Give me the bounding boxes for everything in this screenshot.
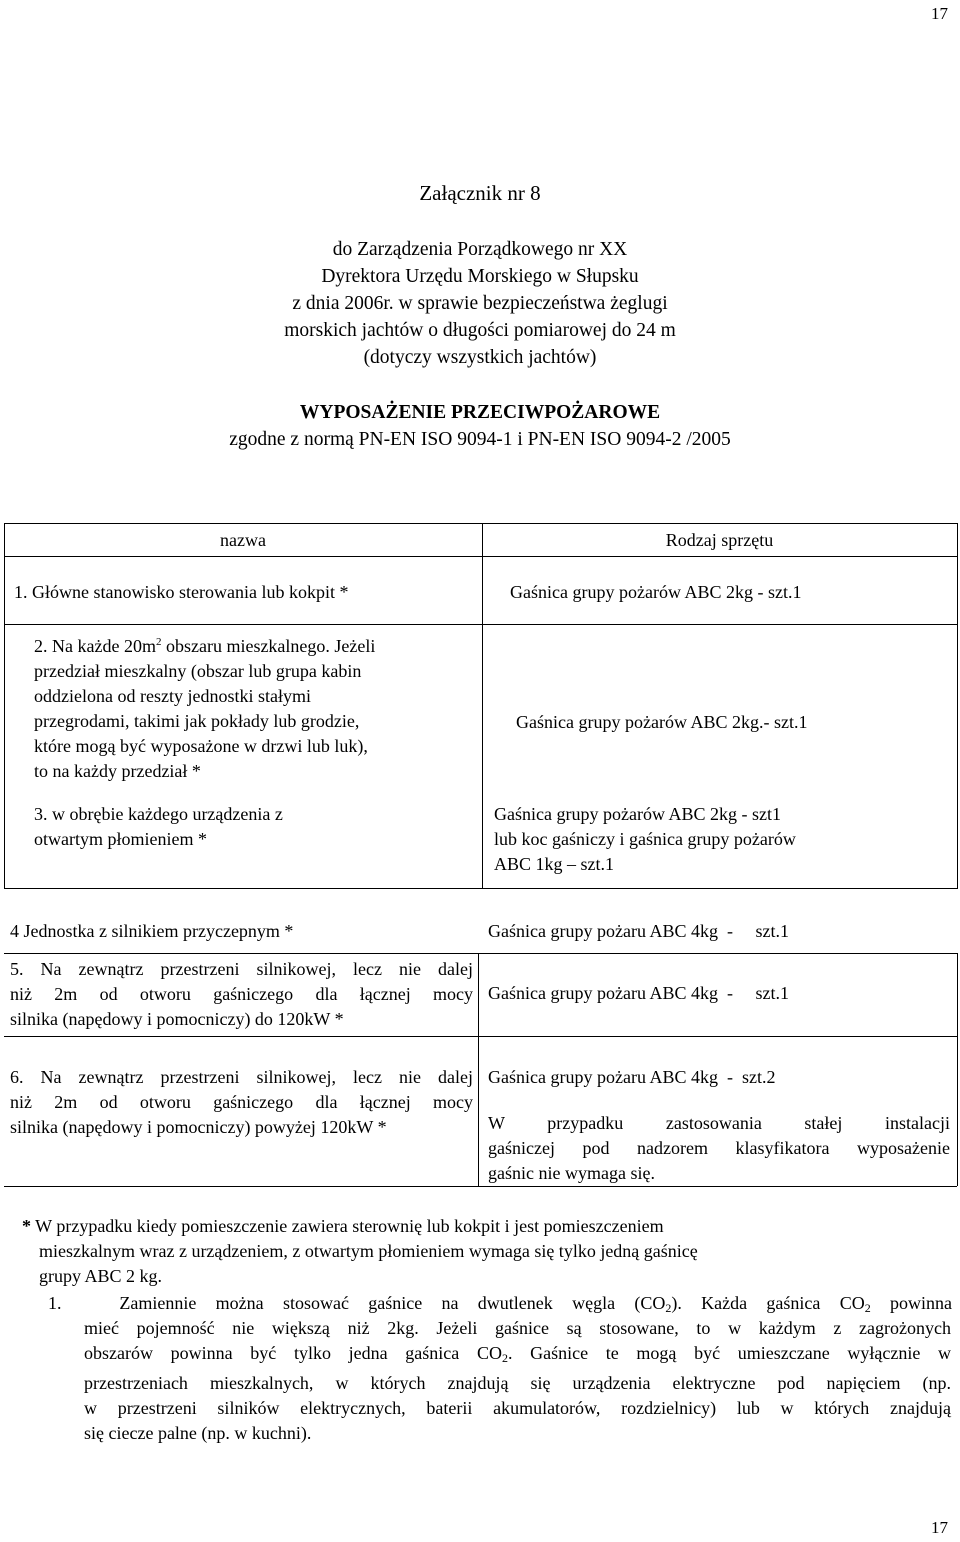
header-line-2: Dyrektora Urzędu Morskiego w Słupsku	[321, 266, 639, 287]
footnote-item-1-line-3: obszarów powinna być tylko jedna gaśnica $CO_2$. Gaśnice te mogą być umieszczane wyłącznie w	[84, 1343, 951, 1365]
row-2-name-line-2: przedział mieszkalny (obszar lub grupa kabin	[34, 661, 362, 681]
row-6-name-line-1: 6. Na zewnątrz przestrzeni silnikowej, lecz nie dalej	[10, 1067, 473, 1087]
row-5-name-line-2: niż 2m od otworu gaśniczego dla łącznej mocy	[10, 984, 473, 1004]
row-2-name	[34, 630, 474, 784]
row-2-name-line-4: przegrodami, takimi jak pokłady lub grodzie,	[34, 711, 360, 731]
row-6-equipment-2-line-2: gaśniczej pod nadzorem klasyfikatora wyposażenie	[488, 1138, 950, 1158]
footnote-item-1-line-1: 1. Zamiennie można stosować gaśnice na dwutlenek węgla $(CO_2)$. Każda gaśnica $CO_2$ powinna	[48, 1293, 952, 1315]
footnote-item-1-line-5: w przestrzeni silników elektrycznych, baterii akumulatorów, rozdzielnicy) lub w których znajdują	[84, 1398, 951, 1418]
row-3-equipment-line-2: lub koc gaśniczy i gaśnica grupy pożarów	[494, 829, 796, 849]
row-2-name-line-5: które mogą być wyposażone w drzwi lub luk),	[34, 736, 368, 756]
row-2-name-line-6: to na każdy przedział *	[34, 761, 201, 781]
row-6-name	[10, 1065, 473, 1140]
row-6-equipment-2	[488, 1111, 950, 1186]
page-number-bottom: 17	[931, 1518, 948, 1537]
asterisk-mark: *	[22, 1216, 31, 1236]
row-2-equipment: Gaśnica grupy pożarów ABC 2kg.- szt.1	[516, 712, 808, 732]
section-subtitle: zgodne z normą PN-EN ISO 9094-1 i PN-EN ISO 9094-2 /2005	[229, 429, 731, 450]
row-5-name	[10, 957, 473, 1032]
row-6-equipment-2-line-3: gaśnic nie wymaga się.	[488, 1163, 655, 1183]
header-line-3: z dnia 2006r. w sprawie bezpieczeństwa żeglugi	[292, 293, 668, 314]
page-number-top: 17	[931, 4, 948, 23]
footnote	[22, 1214, 942, 1289]
row-3-name-line-1: 3. w obrębie każdego urządzenia z	[34, 804, 283, 824]
row-3-equipment	[494, 802, 796, 877]
column-header-name: nazwa	[220, 530, 266, 550]
row-6-equipment-1: Gaśnica grupy pożaru ABC 4kg - szt.2	[488, 1067, 776, 1087]
section-title: WYPOSAŻENIE PRZECIWPOŻAROWE	[299, 402, 661, 423]
row-4-equipment: Gaśnica grupy pożaru ABC 4kg - szt.1	[488, 921, 789, 941]
footnote-item-1-line-2: mieć pojemność nie większą niż 2kg. Jeżeli gaśnice są stosowane, to w każdym z zagrożonych	[84, 1318, 951, 1338]
footnote-line-1: * W przypadku kiedy pomieszczenie zawiera sterownię lub kokpit i jest pomieszczeniem	[22, 1216, 664, 1236]
row-5-equipment: Gaśnica grupy pożaru ABC 4kg - szt.1	[488, 983, 789, 1003]
header-line-4: morskich jachtów o długości pomiarowej do 24 m	[284, 320, 676, 341]
row-5-name-line-3: silnika (napędowy i pomocniczy) do 120kW *	[10, 1009, 344, 1029]
footnote-item-1-line-6: się ciecze palne (np. w kuchni).	[84, 1423, 312, 1443]
row-1-equipment: Gaśnica grupy pożarów ABC 2kg - szt.1	[510, 582, 802, 602]
footnote-item-1-line-4: przestrzeniach mieszkalnych, w których znajdują się urządzenia elektryczne pod napięciem (np.	[84, 1373, 951, 1393]
row-6-name-line-2: niż 2m od otworu gaśniczego dla łącznej mocy	[10, 1092, 473, 1112]
row-3-equipment-line-3: ABC 1kg – szt.1	[494, 854, 615, 874]
footnote-line-2: mieszkalnym wraz z urządzeniem, z otwartym płomieniem wymaga się tylko jedną gaśnicę	[39, 1241, 698, 1261]
header-line-1: do Zarządzenia Porządkowego nr XX	[332, 239, 628, 260]
row-6-equipment-2-line-1: W przypadku zastosowania stałej instalacji	[488, 1113, 950, 1133]
row-2-name-line-1: 2. Na każde $20m^2$ obszaru mieszkalnego. Jeżeli	[34, 636, 376, 656]
row-3-name-line-2: otwartym płomieniem *	[34, 829, 207, 849]
row-1-name: 1. Główne stanowisko sterowania lub kokpit *	[14, 582, 349, 602]
footnote-item-1-body	[84, 1316, 951, 1446]
row-5-name-line-1: 5. Na zewnątrz przestrzeni silnikowej, lecz nie dalej	[10, 959, 473, 979]
footnote-line-3: grupy ABC 2 kg.	[39, 1266, 163, 1286]
row-2-name-line-3: oddzielona od reszty jednostki stałymi	[34, 686, 311, 706]
row-6-name-line-3: silnika (napędowy i pomocniczy) powyżej 120kW *	[10, 1117, 387, 1137]
row-3-name	[34, 802, 283, 852]
column-header-equipment: Rodzaj sprzętu	[665, 530, 774, 550]
annex-title: Załącznik nr 8	[419, 181, 541, 205]
row-4-name: 4 Jednostka z silnikiem przyczepnym *	[10, 921, 294, 941]
header-line-5: (dotyczy wszystkich jachtów)	[363, 347, 597, 368]
row-3-equipment-line-1: Gaśnica grupy pożarów ABC 2kg - szt1	[494, 804, 781, 824]
footnote-item-number: 1.	[48, 1293, 62, 1313]
